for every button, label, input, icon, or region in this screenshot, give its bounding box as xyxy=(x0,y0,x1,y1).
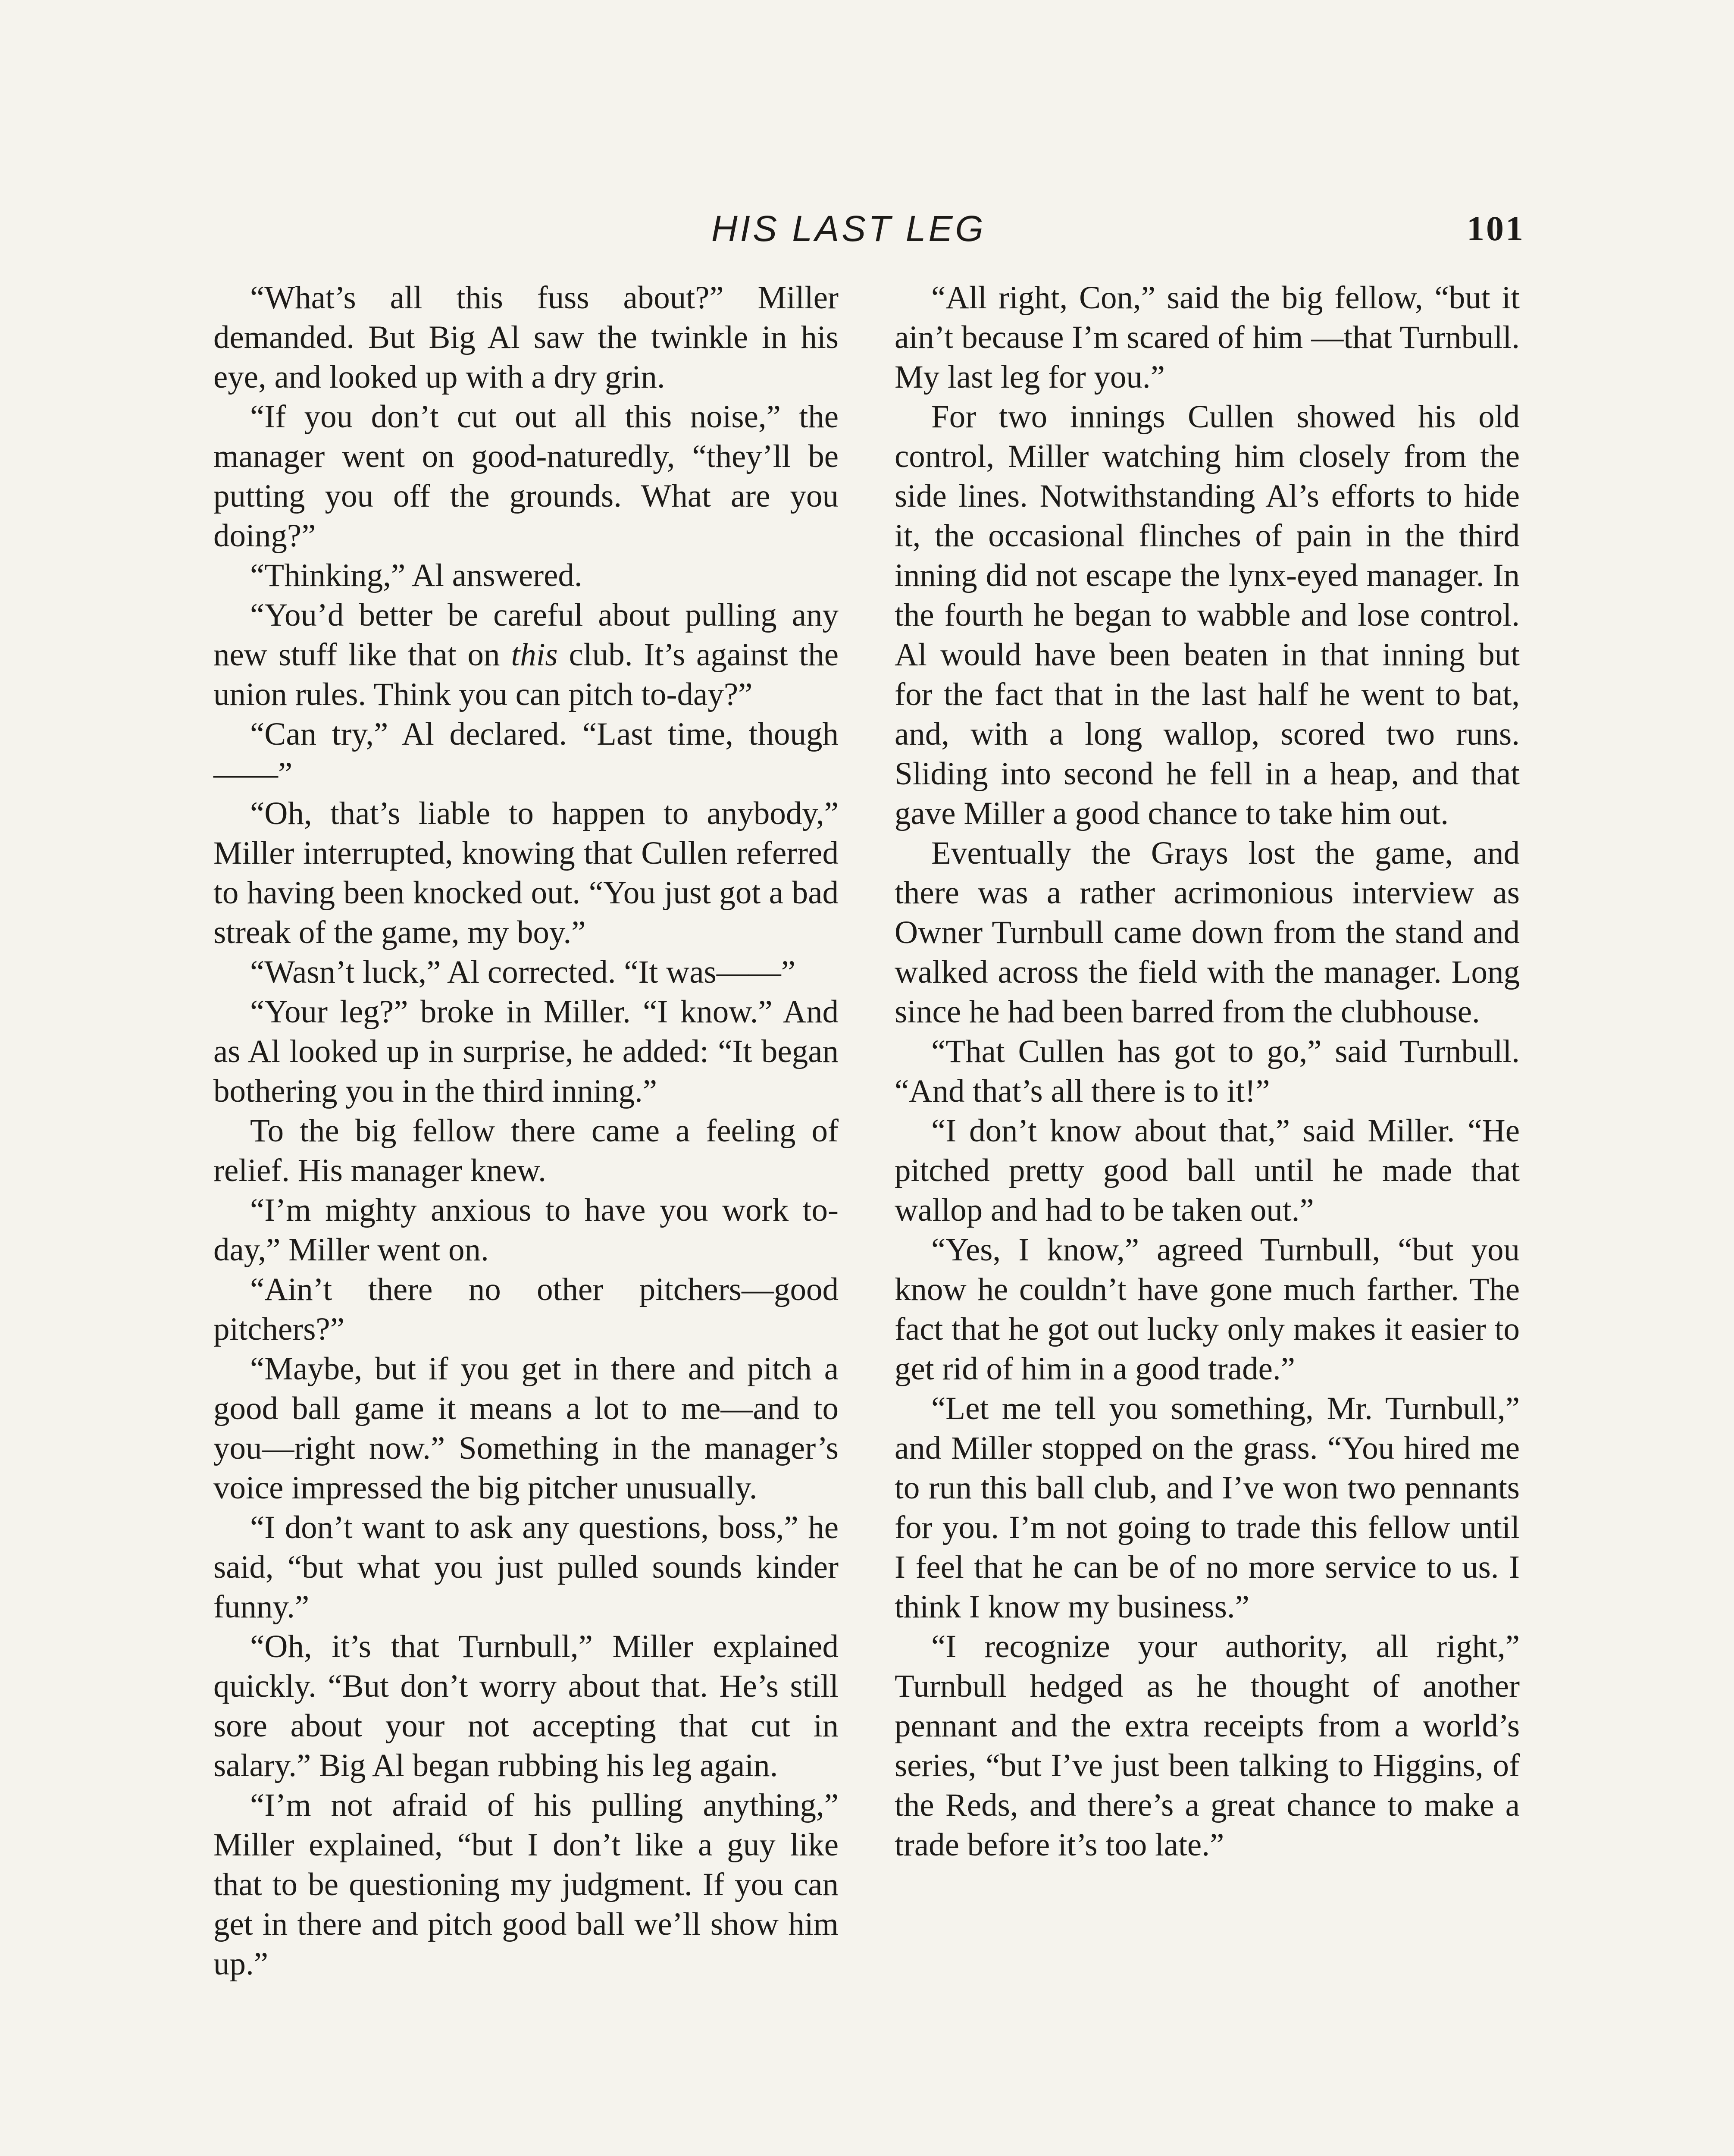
paragraph: “I recognize your authority, all right,” Turnbull hedged as he thought of another pennant and the extra receipts from a world’s series, “but I’ve just been talking to Higgins, of the Reds, and there’s a great chance to make a trade before it’s too late.” xyxy=(895,1629,1520,1863)
paragraph: “You’d better be careful about pulling any new stuff like that on this club. It’s against the union rules. Think you can pitch to-day?” xyxy=(213,597,839,712)
paragraph: “Can try,” Al declared. “Last time, though——” xyxy=(213,716,839,792)
paragraph: “Wasn’t luck,” Al corrected. “It was——” xyxy=(250,954,796,990)
paragraph: “Your leg?” broke in Miller. “I know.” And as Al looked up in surprise, he added: “It began bothering you in the third inning.” xyxy=(213,994,839,1109)
emphasis: this xyxy=(511,637,558,673)
paragraph: “I’m mighty anxious to have you work to-day,” Miller went on. xyxy=(213,1192,839,1268)
paragraph: “I’m not afraid of his pulling anything,” Miller explained, “but I don’t like a guy like that to be questioning my judgment. If you can get in there and pitch good ball we’ll show him up.” xyxy=(213,1787,839,1982)
paragraph: “Let me tell you something, Mr. Turnbull,” and Miller stopped on the grass. “You hired me to run this ball club, and I’ve won two pennants for you. I’m not going to trade this fellow until I feel that he can be of no more service to us. I think I know my business.” xyxy=(895,1391,1520,1625)
running-header xyxy=(0,203,1734,254)
paragraph: “If you don’t cut out all this noise,” the manager went on good-naturedly, “they’ll be putting you off the grounds. What are you doing?” xyxy=(213,399,839,554)
page-number: 101 xyxy=(1467,209,1525,248)
paragraph: “Oh, it’s that Turnbull,” Miller explained quickly. “But don’t worry about that. He’s still sore about your not accepting that cut in salary.” Big Al began rubbing his leg again. xyxy=(213,1629,839,1783)
paragraph: “Yes, I know,” agreed Turnbull, “but you know he couldn’t have gone much farther. The fact that he got out lucky only makes it easier to get rid of him in a good trade.” xyxy=(895,1232,1520,1387)
paragraph: For two innings Cullen showed his old control, Miller watching him closely from the side lines. Notwithstanding Al’s efforts to hide it, the occasional flinches of pain in the third inning did not escape the lynx-eyed manager. In the fourth he began to wabble and lose control. Al would have been beaten in that inning but for the fact that in the last half he went to bat, and, with a long wallop, scored two runs. Sliding into second he fell in a heap, and that gave Miller a good chance to take him out. xyxy=(895,399,1520,831)
paragraph: “I don’t know about that,” said Miller. “He pitched pretty good ball until he made that wallop and had to be taken out.” xyxy=(895,1113,1520,1228)
paragraph: “Thinking,” Al answered. xyxy=(250,558,582,593)
paragraph: “What’s all this fuss about?” Miller demanded. But Big Al saw the twinkle in his eye, and looked up with a dry grin. xyxy=(213,280,839,395)
left-column xyxy=(213,278,839,1984)
paragraph: Eventually the Grays lost the game, and there was a rather acrimonious interview as Owner Turnbull came down from the stand and walked across the field with the manager. Long since he had been barred from the clubhouse. xyxy=(895,835,1520,1030)
paragraph: “That Cullen has got to go,” said Turnbull. “And that’s all there is to it!” xyxy=(895,1034,1520,1109)
paragraph: “Ain’t there no other pitchers—good pitchers?” xyxy=(213,1272,839,1347)
paragraph: “Oh, that’s liable to happen to anybody,” Miller interrupted, knowing that Cullen referred to having been knocked out. “You just got a bad streak of the game, my boy.” xyxy=(213,796,839,950)
paragraph: To the big fellow there came a feeling of relief. His manager knew. xyxy=(213,1113,839,1188)
chapter-title: HIS LAST LEG xyxy=(711,208,986,249)
paragraph: “I don’t want to ask any questions, boss,” he said, “but what you just pulled sounds kinder funny.” xyxy=(213,1510,839,1625)
right-column xyxy=(895,278,1520,1865)
paragraph: “All right, Con,” said the big fellow, “but it ain’t because I’m scared of him —that Turnbull. My last leg for you.” xyxy=(895,280,1520,395)
paragraph: “Maybe, but if you get in there and pitch a good ball game it means a lot to me—and to you—right now.” Something in the manager’s voice impressed the big pitcher unusually. xyxy=(213,1351,839,1506)
